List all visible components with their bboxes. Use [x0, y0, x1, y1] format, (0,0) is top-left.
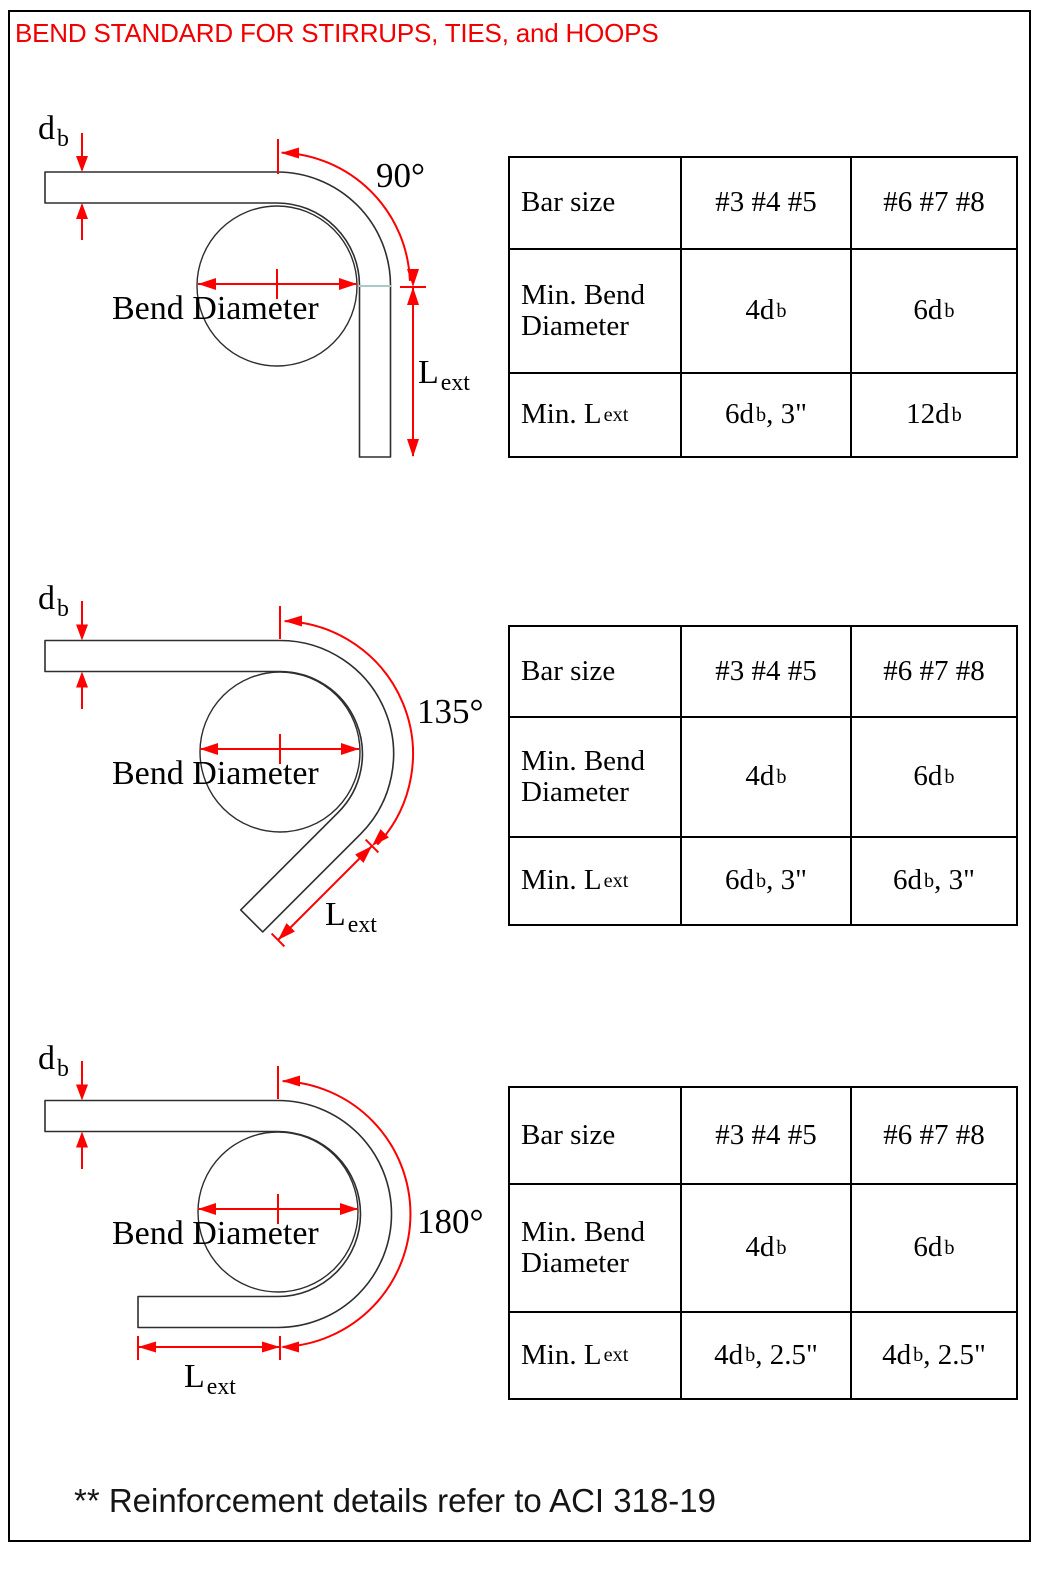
row-label-min-bend-diameter: Min. Bend Diameter: [510, 718, 682, 838]
bend-diameter-label: Bend Diameter: [112, 1215, 319, 1252]
row-label-min-lext: Min. L ext: [510, 374, 682, 456]
min-lext-large: 12d b: [906, 398, 962, 431]
db-label: $d_b$: [38, 580, 69, 622]
db-label: $d_b$: [38, 110, 69, 152]
min-bend-diameter-large: 6d b: [852, 250, 1016, 374]
min-bend-diameter-small: 4d b: [682, 250, 852, 374]
min-bend-diameter-large: 6d b: [852, 718, 1016, 838]
table-header-large-bars: #6 #7 #8: [852, 158, 1016, 250]
angle-label-180: 180°: [417, 1202, 484, 1241]
table-header-bar-size: Bar size: [510, 158, 682, 250]
angle-label-135: 135°: [417, 692, 484, 731]
bend-table-135: [508, 625, 1018, 926]
table-header-bar-size: Bar size: [510, 627, 682, 718]
min-lext-large: 4d b , 2.5": [882, 1338, 986, 1371]
lext-label: $L_{ext}$: [325, 896, 377, 938]
angle-label-90: 90°: [376, 156, 425, 195]
rebar-outline: [45, 1101, 392, 1328]
lext-label: $L_{ext}$: [418, 354, 470, 396]
min-lext-small: 4d b , 2.5": [682, 1313, 852, 1398]
table-header-small-bars: #3 #4 #5: [682, 1088, 852, 1185]
reference-note: ** Reinforcement details refer to ACI 318-19: [74, 1482, 717, 1519]
sheet-title: BEND STANDARD FOR STIRRUPS, TIES, and HOOPS: [15, 18, 659, 48]
row-label-min-lext: Min. L ext: [510, 1313, 682, 1398]
min-bend-diameter-small: 4d b: [682, 718, 852, 838]
min-bend-diameter-small: 4d b: [682, 1185, 852, 1313]
bend-diameter-label: Bend Diameter: [112, 755, 319, 792]
bend-diameter-label: Bend Diameter: [112, 290, 319, 327]
row-label-min-lext: Min. L ext: [510, 838, 682, 924]
bend-table-180: [508, 1086, 1018, 1400]
table-header-small-bars: #3 #4 #5: [682, 158, 852, 250]
lext-label: $L_{ext}$: [184, 1358, 236, 1400]
table-header-bar-size: Bar size: [510, 1088, 682, 1185]
min-lext-small: 6d b , 3": [682, 838, 852, 924]
bend-180-diagram: [45, 1061, 410, 1360]
table-header-large-bars: #6 #7 #8: [852, 1088, 1016, 1185]
min-lext-small: 6d b , 3": [682, 374, 852, 456]
row-label-min-bend-diameter: Min. Bend Diameter: [510, 1185, 682, 1313]
min-lext-large: 6d b , 3": [893, 864, 975, 897]
min-bend-diameter-large: 6d b: [852, 1185, 1016, 1313]
table-header-large-bars: #6 #7 #8: [852, 627, 1016, 718]
table-header-small-bars: #3 #4 #5: [682, 627, 852, 718]
db-label: $d_b$: [38, 1040, 69, 1082]
bend-table-90: [508, 156, 1018, 458]
row-label-min-bend-diameter: Min. Bend Diameter: [510, 250, 682, 374]
